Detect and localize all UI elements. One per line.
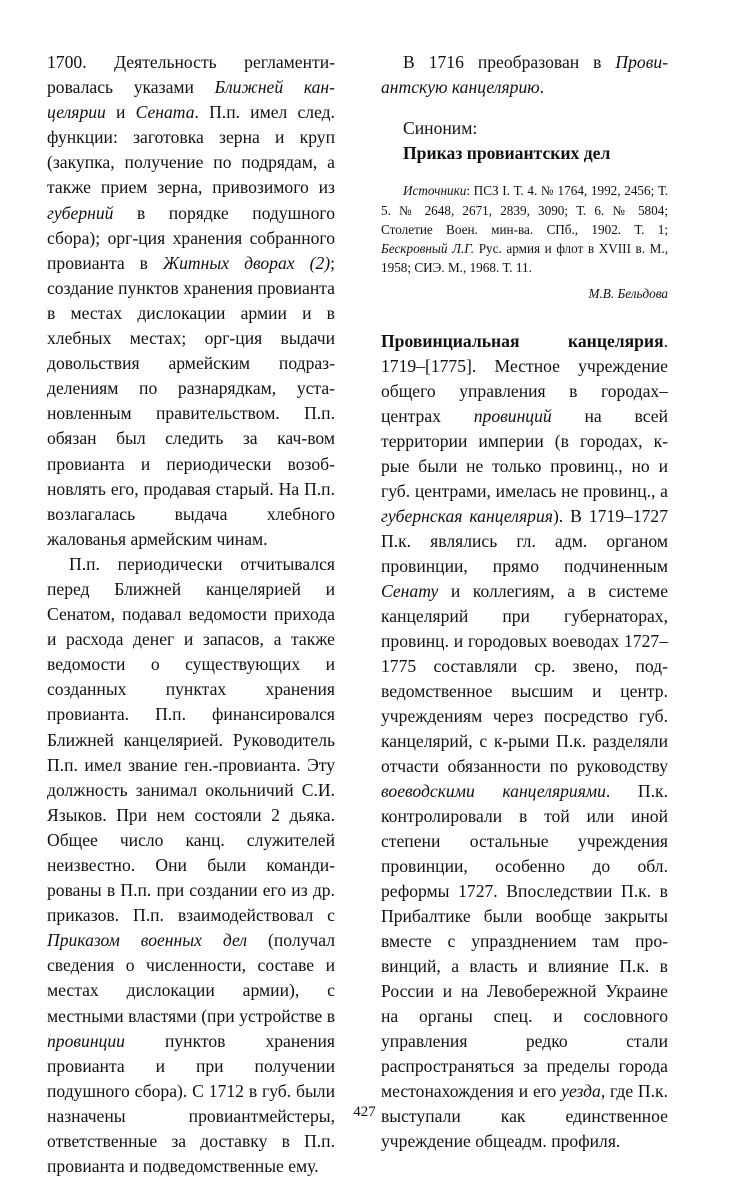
link-gubernii: губерний: [47, 202, 114, 223]
paragraph-transformation: В 1716 преобразован в Провиантскую канцелярию.: [381, 52, 668, 98]
link-uezd: уезда: [561, 1080, 601, 1101]
paragraph-reporting: П.п. периодически отчитывался перед Ближней канцелярией и Сенатом, подавал ведомости прихода и расхода денег и запасов, а также ведомости о существующих и созданных пунктах хранения провианта. П.п. финансировался Ближней канцелярией. Руководитель П.п. имел звание ген.-провианта. Эту должность занимал окольничий С.И. Языков. При нем состояли 2 дьяка. Общее число канц. служителей неизвестно. Они были командированы в П.п. при создании его из др. приказов. П.п. взаимодействовал с Приказом военных дел (получал сведения о численности, составе и местах дислокации армии), с местными властями (при устройстве в провинции пунктов хранения провианта и при получении подушного сбора). С 1712 в губ. были назначены провиантмейстеры, ответственные за доставку в П.п. провианта и подведомственные ему.: [47, 553, 335, 1177]
paragraph-functions: 1700. Деятельность регламентировалась указами Ближней канцелярии и Сената. П.п. имел след. функции: заготовка зерна и круп (закупка, получение по подрядам, а также прием зерна, привозимого из губерний в порядке подушного сбора); орг-ция хранения собранного провианта в Житных дворах (2); создание пунктов хранения провианта в местах дислокации армии и в хлебных местах; орг-ция выдачи довольствия армейским подразделениям по разнарядкам, установленным правительством. П.п. обязан был следить за кач-вом провианта и периодически возобновлять его, продавая старый. На П.п. возлагалась выдача хлебного жалованья армейским чинам.: [47, 52, 336, 549]
link-senat: Сената: [135, 102, 195, 123]
link-proviantskaya-kantselyariya: Провиантскую канцелярию: [381, 52, 668, 98]
article-author: М.В. Бельдова: [588, 285, 668, 301]
link-provintsii: провинции: [47, 1030, 125, 1051]
synonym-label: Синоним:: [403, 118, 478, 139]
link-provintsii-2: провинций: [473, 405, 552, 426]
link-prikaz-voennykh-del: Приказом военных дел: [47, 930, 248, 951]
page-number: 427: [353, 1104, 376, 1120]
link-gubernskaya-kantselyariya: губернская канцелярия: [381, 505, 553, 526]
right-column: [381, 50, 668, 1154]
link-blizhnyaya-kantselyariya: Ближней канцелярии: [47, 77, 336, 123]
link-voevodskie-kantselyarii: воеводскими канцеляриями: [381, 780, 606, 801]
entry-body: Провинциальная канцелярия. 1719–[1775]. Местное учреждение общего управления в городах–центрах провинций на всей территории империи (в городах, к-рые были не только провинц., но и губ. центрами, имелась не провинц., а губернская канцелярия). В 1719–1727 П.к. являлись гл. адм. органом провинции, прямо подчиненным Сенату и коллегиям, а в системе канцелярий при губернаторах, провинц. и городовых воеводах 1727–1775 составляли ср. звено, подведомственное высшим и центр. учреждениям через посредство губ. канцелярий, с к-рыми П.к. разделяли отчасти обязанности по руководству воеводскими канцеляриями. П.к. контролировали в той или иной степени остальные учреждения провинции, особенно до обл. реформы 1727. Впоследствии П.к. в Прибалтике были вообще закрыты вместе с упразднением там провинций, а власть и влияние П.к. в России и на Левобережной Украине на органы спец. и сословного управления редко стали распространяться за пределы города местонахождения и его уезда, где П.к. выступали как единственное учреждение общеадм. профиля.: [381, 330, 669, 1151]
entry-headword: Провинциальная канцелярия: [381, 330, 664, 351]
sources-list: Источники: ПСЗ I. Т. 4. № 1764, 1992, 2456; Т. 5. № 2648, 2671, 2839, 3090; Т. 6. № 5804; Столетие Воен. мин-ва. СПб., 1902. Т. 1; Бескровный Л.Г. Рус. армия и флот в XVIII в. М., 1958; СИЭ. М., 1968. Т. 11.: [381, 183, 668, 276]
left-column: [47, 50, 335, 1179]
synonym-term: Приказ провиантских дел: [403, 143, 611, 164]
entry-provintsialnaya-kantselyariya: [381, 329, 668, 1154]
link-zhitnye-dvory: Житных дворах (2): [163, 252, 331, 273]
link-senat-2: Сенату: [381, 580, 439, 601]
